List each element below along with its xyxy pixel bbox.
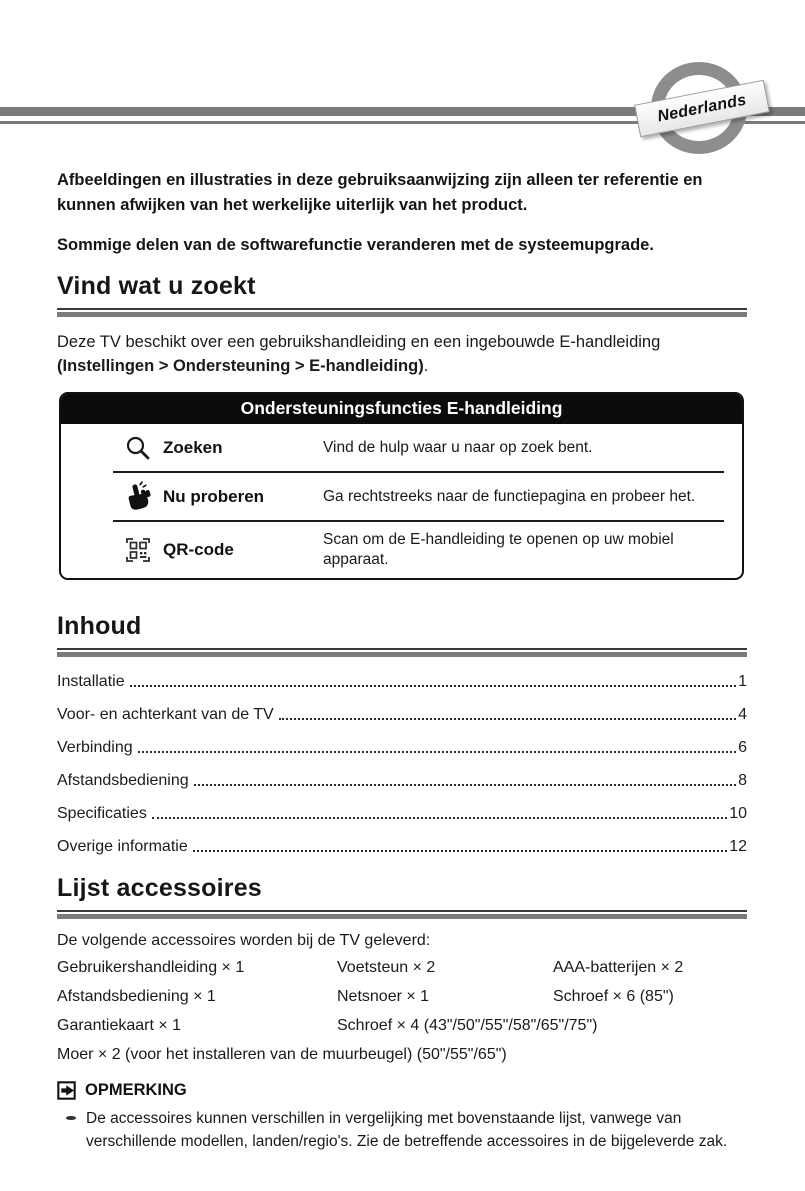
toc-entry (57, 673, 747, 691)
toc-dot-leader (193, 850, 727, 852)
note-header (57, 1081, 747, 1100)
accessory-item: Afstandsbediening × 1 (57, 988, 216, 1006)
toc-dot-leader (194, 784, 736, 786)
heading-rule (57, 308, 747, 310)
toc-entry (57, 739, 747, 757)
qr-code-icon (113, 535, 163, 565)
section-title-contents: Inhoud (57, 612, 142, 641)
table-row (113, 520, 724, 578)
accessory-item: Gebruikershandleiding × 1 (57, 959, 245, 977)
note-title: OPMERKING (85, 1081, 187, 1100)
intro-line-2: Sommige delen van de softwarefunctie veranderen met de systeemupgrade. (57, 235, 654, 254)
table-row-label: QR-code (163, 540, 234, 560)
section-title-find: Vind wat u zoekt (57, 272, 256, 301)
accessories-row (57, 959, 747, 977)
heading-rule (57, 648, 747, 650)
accessory-item: AAA-batterijen × 2 (553, 959, 684, 977)
note-arrow-icon (57, 1081, 76, 1100)
toc-entry-page: 8 (738, 772, 747, 790)
toc-entry-page: 12 (729, 838, 747, 856)
find-intro-end: . (423, 357, 429, 376)
heading-rule (57, 914, 747, 919)
page-content (57, 168, 747, 1154)
heading-rule (57, 910, 747, 912)
table-row-label: Nu proberen (163, 486, 265, 506)
toc-entry-label: Installatie (57, 673, 125, 691)
toc-entry (57, 805, 747, 823)
table-row-description: Scan om de E-handleiding te openen op uw mobiel apparaat. (323, 530, 674, 569)
table-row (113, 471, 724, 520)
intro-line-1: Afbeeldingen en illustraties in deze gebruiksaanwijzing zijn alleen ter referentie en kunnen afwijken van het werkelijke uiterlijk van het product. (57, 171, 703, 214)
toc-dot-leader (138, 751, 736, 753)
hand-pointer-icon (113, 482, 163, 512)
heading-rule (57, 652, 747, 657)
search-icon (113, 434, 163, 462)
note-bullet-text: De accessoires kunnen verschillen in vergelijking met bovenstaande lijst, vanwege van verschillende modellen, landen/regio's. Zie de betreffende accessoires in de bijgeleverde zak. (86, 1110, 728, 1151)
toc-entry (57, 706, 747, 724)
table-of-contents (57, 673, 747, 856)
toc-entry-label: Specificaties (57, 805, 147, 823)
toc-entry-page: 4 (738, 706, 747, 724)
accessory-item: Garantiekaart × 1 (57, 1017, 182, 1035)
table-row-description: Vind de hulp waar u naar op zoek bent. (323, 438, 593, 456)
accessory-item-full: Moer × 2 (voor het installeren van de muurbeugel) (50"/55"/65") (57, 1046, 507, 1064)
toc-entry-label: Overige informatie (57, 838, 188, 856)
table-row-description: Ga rechtstreeks naar de functiepagina en probeer het. (323, 487, 696, 505)
toc-entry-page: 10 (729, 805, 747, 823)
toc-entry-label: Voor- en achterkant van de TV (57, 706, 274, 724)
toc-entry-page: 6 (738, 739, 747, 757)
note-block (57, 1081, 747, 1154)
accessory-item: Schroef × 4 (43"/50"/55"/58"/65"/75") (337, 1017, 598, 1035)
intro-block (57, 168, 747, 257)
toc-entry (57, 838, 747, 856)
find-intro-path: (Instellingen > Ondersteuning > E-handleiding) (57, 357, 424, 376)
support-functions-table (59, 392, 744, 580)
language-label: Nederlands (656, 91, 748, 125)
language-badge (640, 58, 765, 158)
heading-rule (57, 312, 747, 317)
toc-dot-leader (279, 718, 736, 720)
accessories-row (57, 1017, 747, 1035)
accessory-item: Schroef × 6 (85") (553, 988, 674, 1006)
accessory-item: Netsnoer × 1 (337, 988, 430, 1006)
toc-dot-leader (130, 685, 737, 687)
support-table-header: Ondersteuningsfuncties E-handleiding (61, 394, 742, 424)
find-intro-paragraph (57, 331, 747, 379)
toc-entry (57, 772, 747, 790)
accessories-row (57, 988, 747, 1006)
toc-entry-page: 1 (738, 673, 747, 691)
toc-entry-label: Verbinding (57, 739, 133, 757)
toc-dot-leader (152, 817, 727, 819)
table-row (113, 424, 724, 471)
find-intro-normal: Deze TV beschikt over een gebruikshandleiding en een ingebouwde E-handleiding (57, 333, 661, 352)
toc-entry-label: Afstandsbediening (57, 772, 189, 790)
table-row-label: Zoeken (163, 437, 223, 457)
support-table-body (113, 424, 724, 578)
accessory-item: Voetsteun × 2 (337, 959, 436, 977)
note-bullet-item (57, 1107, 747, 1154)
section-title-accessories: Lijst accessoires (57, 874, 262, 903)
bullet-dot (66, 1116, 76, 1120)
accessories-intro: De volgende accessoires worden bij de TV geleverd: (57, 932, 431, 950)
accessories-grid (57, 959, 747, 1064)
